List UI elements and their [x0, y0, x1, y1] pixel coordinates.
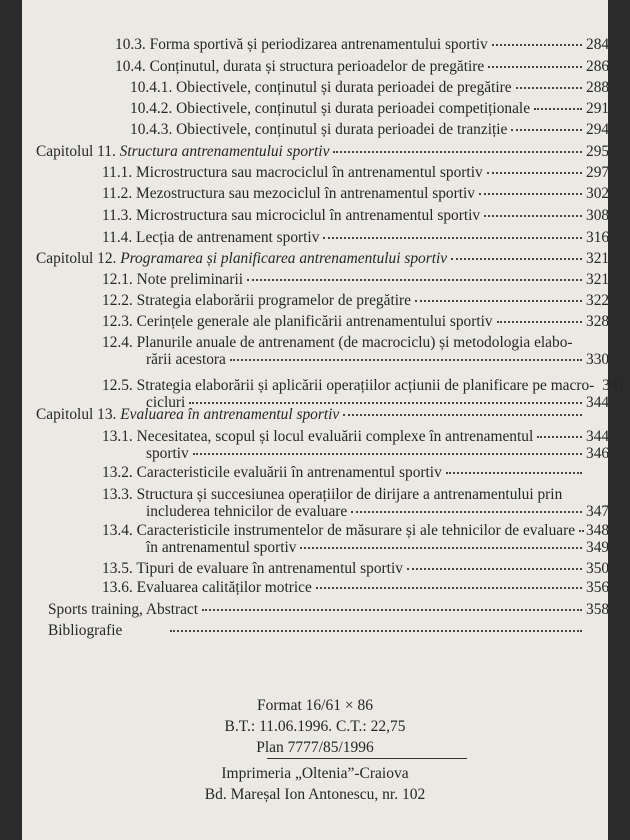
colophon-printer: Imprimeria „Oltenia”-Craiova	[221, 765, 409, 782]
dot-leader	[170, 629, 582, 632]
dot-leader	[333, 150, 582, 153]
toc-entry-label: Sports training, Abstract	[48, 601, 199, 618]
toc-entry-label: 11.1. Microstructura sau macrociclul în antrenamentul sportiv	[102, 164, 483, 181]
toc-entry-label: 11.2. Mezostructura sau mezociclul în antrenamentul sportiv	[102, 185, 475, 202]
toc-entry-label: 12.1. Note preliminarii	[102, 271, 244, 288]
toc-entry-label: 12.4. Planurile anuale de antrenament (de macrociclu) și metodologia elabo-	[102, 334, 573, 351]
toc-entry-label: 12.5. Strategia elaborării și aplicării operațiilor acțiunii de planificare pe macro-	[102, 377, 595, 394]
toc-entry-label: Bibliografie	[48, 622, 123, 639]
toc-entry-label-continued: sportiv	[146, 445, 189, 462]
dot-leader	[351, 510, 582, 513]
toc-page-number: 294	[586, 121, 610, 138]
dot-leader	[487, 171, 582, 174]
toc-entry[interactable]	[102, 486, 608, 520]
dot-leader	[488, 65, 582, 68]
chapter-title: Programarea și planificarea antrenamentului sportiv	[120, 250, 448, 267]
toc-entry-label: 10.4.1. Obiectivele, conținutul și durata perioadei de pregătire	[130, 79, 512, 96]
toc-entry-label-continued: includerea tehnicilor de evaluare	[146, 503, 348, 520]
toc-entry[interactable]	[102, 428, 608, 462]
dot-leader	[230, 358, 582, 361]
toc-entry-label: 12.2. Strategia elaborării programelor de pregătire	[102, 292, 411, 309]
toc-page-number: 358	[586, 601, 610, 618]
toc-entry[interactable]	[130, 121, 608, 138]
dot-leader	[451, 257, 582, 260]
toc-page-number: 284	[586, 36, 610, 53]
toc-chapter-entry[interactable]	[36, 406, 608, 423]
toc-entry-label: 13.6. Evaluarea calităților motrice	[102, 579, 312, 596]
dot-leader	[407, 567, 582, 570]
toc-entry[interactable]	[130, 79, 608, 96]
toc-page-number: 322	[586, 292, 610, 309]
dot-leader	[323, 236, 582, 239]
dot-leader	[534, 107, 582, 110]
toc-entry[interactable]	[102, 522, 608, 556]
dot-leader	[446, 471, 582, 474]
toc-page-number: 291	[586, 100, 610, 117]
toc-entry[interactable]	[102, 207, 608, 224]
toc-entry-label: 13.3. Structura și succesiunea operațiilor de dirijare a antrenamentului prin	[102, 486, 563, 503]
toc-entry-label: 10.4. Conținutul, durata și structura perioadelor de pregătire	[115, 58, 485, 75]
toc-entry[interactable]	[48, 601, 608, 618]
toc-page-number: 346	[586, 445, 610, 462]
dot-leader	[497, 320, 582, 323]
toc-page-number: 286	[586, 58, 610, 75]
book-page	[22, 0, 626, 840]
colophon-format: Format 16/61 × 86	[257, 697, 373, 714]
dot-leader	[511, 128, 582, 131]
toc-entry[interactable]	[115, 58, 608, 75]
toc-page-number: 288	[586, 79, 610, 96]
toc-entry[interactable]	[102, 560, 608, 577]
toc-entry-label: 11.3. Microstructura sau microciclul în antrenamentul sportiv	[102, 207, 481, 224]
toc-entry-label: 10.4.2. Obiectivele, conținutul și durata perioadei competiționale	[130, 100, 531, 117]
toc-entry[interactable]	[48, 622, 608, 639]
toc-page-number: 344	[586, 428, 610, 445]
toc-entry[interactable]	[102, 164, 608, 181]
toc-entry-label: 13.4. Caracteristicile instrumentelor de măsurare și ale tehnicilor de evaluare	[102, 522, 576, 539]
toc-page-number: 297	[586, 164, 610, 181]
toc-page-number: 350	[586, 560, 610, 577]
toc-entry[interactable]	[102, 292, 608, 309]
toc-page-number: 316	[586, 229, 610, 246]
dot-leader	[316, 586, 582, 589]
toc-entry-label: 13.5. Tipuri de evaluare în antrenamentul sportiv	[102, 560, 403, 577]
toc-entry[interactable]	[102, 185, 608, 202]
toc-page-number: 328	[586, 313, 610, 330]
chapter-title: Structura antrenamentului sportiv	[119, 143, 330, 160]
colophon-address: Bd. Mareșal Ion Antonescu, nr. 102	[204, 786, 426, 803]
toc-page-number: 308	[586, 207, 610, 224]
toc-entry-label: 13.1. Necesitatea, scopul și locul evaluării complexe în antrenamentul	[102, 428, 534, 445]
toc-chapter-entry[interactable]	[36, 250, 608, 267]
toc-entry[interactable]	[130, 100, 608, 117]
dot-leader	[415, 299, 582, 302]
chapter-number: Capitolul 12.	[36, 250, 121, 267]
toc-page-number: 321	[586, 271, 610, 288]
dot-leader	[202, 608, 582, 611]
toc-page-number: 348	[586, 522, 610, 539]
chapter-number: Capitolul 13.	[36, 406, 121, 423]
dot-leader	[484, 214, 582, 217]
dot-leader	[479, 192, 582, 195]
dot-leader	[516, 86, 582, 89]
toc-entry[interactable]	[102, 229, 608, 246]
toc-entry[interactable]	[115, 36, 608, 53]
toc-page-number: 341	[602, 377, 626, 394]
toc-page-number: 347	[586, 503, 610, 520]
toc-page-number: 302	[586, 185, 610, 202]
chapter-title: Evaluarea în antrenamentul sportiv	[120, 406, 340, 423]
dot-leader	[189, 401, 582, 404]
toc-entry-label: 11.4. Lecția de antrenament sportiv	[102, 229, 320, 246]
toc-page-number: 321	[586, 250, 610, 267]
dot-leader	[343, 413, 582, 416]
toc-entry[interactable]	[102, 464, 608, 481]
colophon-bt: B.T.: 11.06.1996. C.T.: 22,75	[224, 718, 406, 735]
toc-entry-label: 10.4.3. Obiectivele, conținutul și durata perioadei de tranziție	[130, 121, 508, 138]
toc-page-number: 330	[586, 351, 610, 368]
dot-leader	[492, 43, 582, 46]
dot-leader	[579, 529, 582, 532]
toc-chapter-entry[interactable]	[36, 143, 608, 160]
dot-leader	[193, 452, 582, 455]
toc-entry[interactable]	[102, 271, 608, 288]
toc-entry-label-continued: în antrenamentul sportiv	[146, 539, 297, 556]
toc-entry-label: 12.3. Cerințele generale ale planificării antrenamentului sportiv	[102, 313, 493, 330]
toc-entry-label: 10.3. Forma sportivă și periodizarea antrenamentului sportiv	[115, 36, 488, 53]
toc-entry[interactable]	[102, 334, 608, 368]
toc-entry-label: 13.2. Caracteristicile evaluării în antrenamentul sportiv	[102, 464, 442, 481]
toc-page-number: 295	[586, 143, 610, 160]
colophon-divider	[267, 758, 467, 759]
toc-entry-label-continued: rării acestora	[146, 351, 226, 368]
toc-entry[interactable]	[102, 579, 608, 596]
dot-leader	[247, 278, 582, 281]
toc-page-number: 356	[586, 579, 610, 596]
table-of-contents	[22, 0, 626, 640]
toc-entry-label-continued: cicluri	[146, 394, 186, 411]
toc-entry[interactable]	[102, 313, 608, 330]
dot-leader	[300, 546, 582, 549]
toc-page-number: 349	[586, 539, 610, 556]
dot-leader	[537, 435, 582, 438]
toc-page-number: 344	[586, 394, 610, 411]
chapter-number: Capitolul 11.	[36, 143, 120, 160]
colophon-plan: Plan 7777/85/1996	[256, 739, 374, 756]
